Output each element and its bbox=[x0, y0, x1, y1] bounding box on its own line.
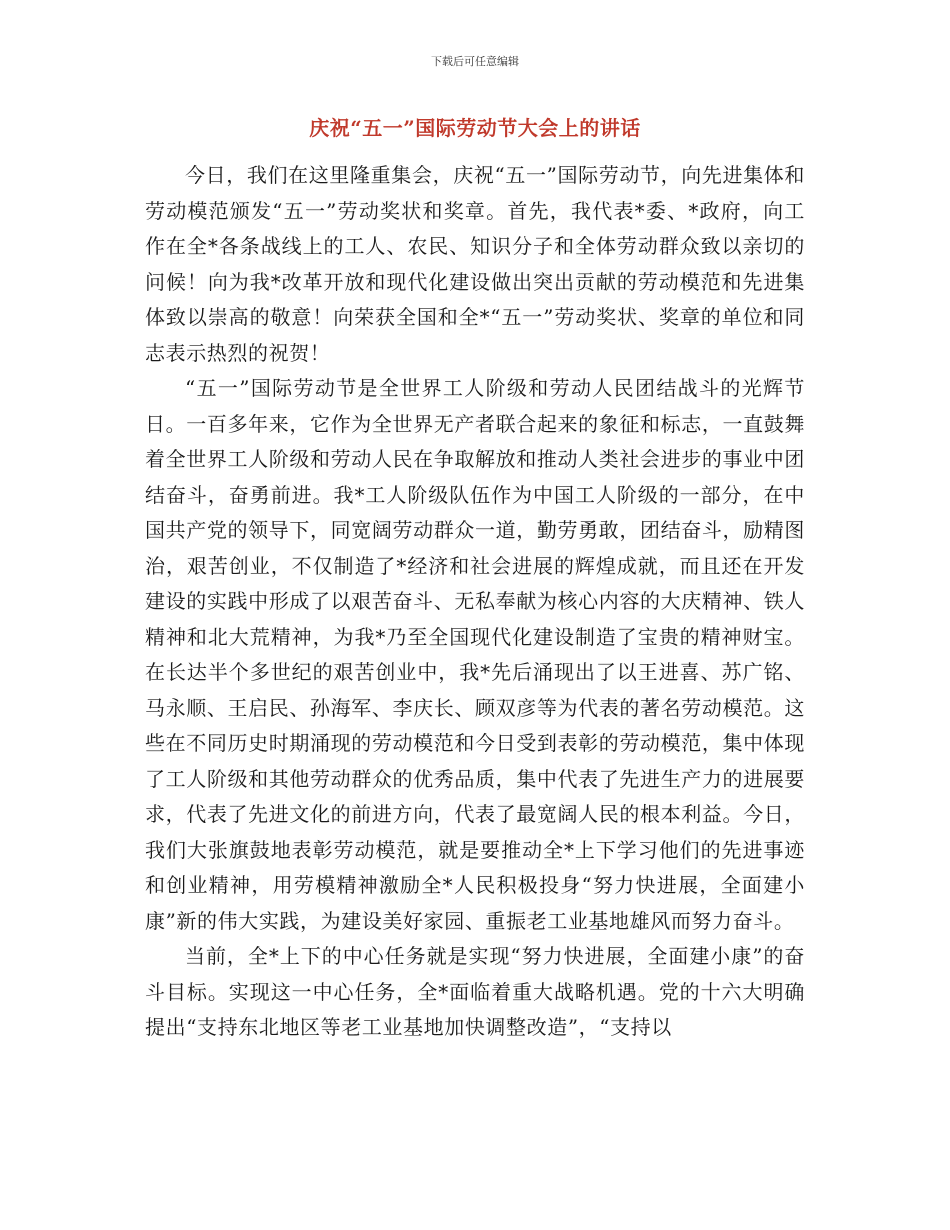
paragraph-3: 当前，全*上下的中心任务就是实现“努力快进展，全面建小康”的奋斗目标。实现这一中心任务，全*面临着重大战略机遇。党的十六大明确提出“支持东北地区等老工业基地加快调整改造”，“支持以 bbox=[145, 944, 805, 1039]
document-body bbox=[145, 158, 805, 1046]
header-note: 下载后可任意编辑 bbox=[431, 55, 519, 68]
document-title: 庆祝“五一”国际劳动节大会上的讲话 bbox=[309, 116, 641, 140]
paragraph-2: “五一”国际劳动节是全世界工人阶级和劳动人民团结战斗的光辉节日。一百多年来，它作为全世界无产者联合起来的象征和标志，一直鼓舞着全世界工人阶级和劳动人民在争取解放和推动人类社会进步的事业中团结奋斗，奋勇前进。我*工人阶级队伍作为中国工人阶级的一部分，在中国共产党的领导下，同宽阔劳动群众一道，勤劳勇敢，团结奋斗，励精图治，艰苦创业，不仅制造了*经济和社会进展的辉煌成就，而且还在开发建设的实践中形成了以艰苦奋斗、无私奉献为核心内容的大庆精神、铁人精神和北大荒精神，为我*乃至全国现代化建设制造了宝贵的精神财宝。在长达半个多世纪的艰苦创业中，我*先后涌现出了以王进喜、苏广铭、马永顺、王启民、孙海军、李庆长、顾双彦等为代表的著名劳动模范。这些在不同历史时期涌现的劳动模范和今日受到表彰的劳动模范，集中体现了工人阶级和其他劳动群众的优秀品质，集中代表了先进生产力的进展要求，代表了先进文化的前进方向，代表了最宽阔人民的根本利益。今日，我们大张旗鼓地表彰劳动模范，就是要推动全*上下学习他们的先进事迹和创业精神，用劳模精神激励全*人民积极投身“努力快进展，全面建小康”新的伟大实践，为建设美好家园、重振老工业基地雄风而努力奋斗。 bbox=[145, 376, 805, 933]
paragraph-1: 今日，我们在这里隆重集会，庆祝“五一”国际劳动节，向先进集体和劳动模范颁发“五一”劳动奖状和奖章。首先，我代表*委、*政府，向工作在全*各条战线上的工人、农民、知识分子和全体劳动群众致以亲切的问候！向为我*改革开放和现代化建设做出突出贡献的劳动模范和先进集体致以崇高的敬意！向荣获全国和全*“五一”劳动奖状、奖章的单位和同志表示热烈的祝贺！ bbox=[145, 163, 805, 365]
